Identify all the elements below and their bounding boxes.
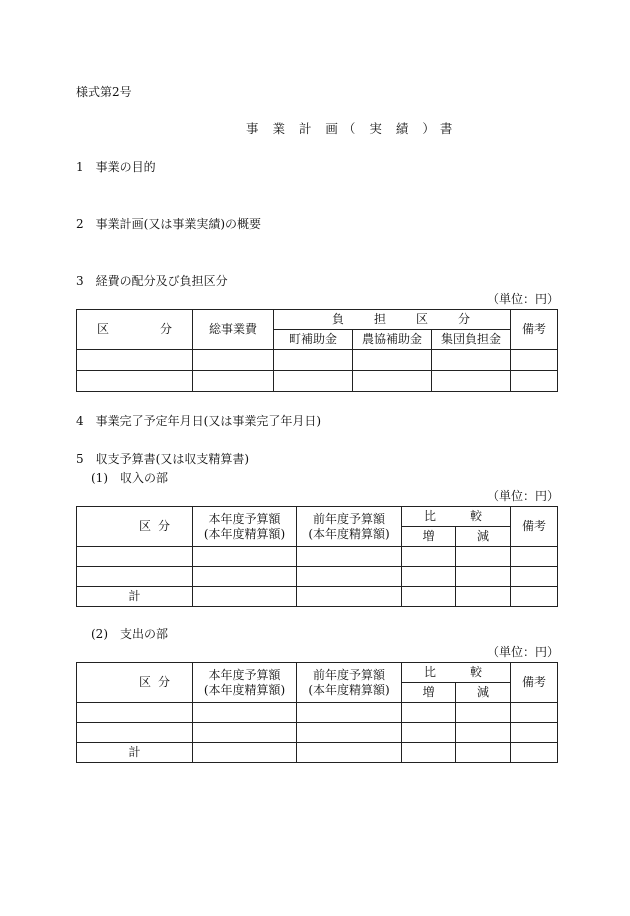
section-3-heading: 3 経費の配分及び負担区分: [76, 274, 228, 288]
table-row: [77, 703, 558, 723]
table-cell[interactable]: [274, 350, 353, 371]
table-cell[interactable]: [511, 567, 558, 587]
table-cell[interactable]: [511, 743, 558, 763]
table-cell[interactable]: [511, 350, 558, 371]
header-current-budget: 本年度予算額 (本年度精算額): [193, 663, 297, 703]
section-5-1-heading: (1) 収入の部: [91, 471, 168, 485]
table-cell[interactable]: [297, 703, 402, 723]
table-cell[interactable]: [402, 723, 456, 743]
table-cell[interactable]: [297, 743, 402, 763]
total-row: [77, 587, 558, 607]
table-row: [77, 723, 558, 743]
table-cell[interactable]: [432, 350, 511, 371]
total-label: 計: [77, 587, 193, 607]
table-cell[interactable]: [193, 743, 297, 763]
table-cell[interactable]: [511, 703, 558, 723]
table-cell[interactable]: [432, 371, 511, 392]
table-cell[interactable]: [353, 371, 432, 392]
table-cell[interactable]: [353, 350, 432, 371]
header-previous-budget: 前年度予算額 (本年度精算額): [297, 663, 402, 703]
header-kubun: 区 分: [77, 507, 193, 547]
table-cell[interactable]: [274, 371, 353, 392]
unit-label: （単位：円）: [487, 489, 560, 503]
table-cell[interactable]: [511, 371, 558, 392]
header-total-cost: 総事業費: [193, 310, 274, 350]
table-cell[interactable]: [456, 567, 511, 587]
table-cell[interactable]: [193, 703, 297, 723]
table-cell[interactable]: [193, 567, 297, 587]
table-row: [77, 547, 558, 567]
section-4-heading: 4 事業完了予定年月日(又は事業完了年月日): [76, 414, 321, 428]
total-row: [77, 743, 558, 763]
table-cell[interactable]: [402, 703, 456, 723]
table-cell[interactable]: [193, 587, 297, 607]
table-row: [77, 371, 558, 392]
header-burden-category: 負 担 区 分: [274, 310, 511, 330]
header-remarks: 備考: [511, 310, 558, 350]
header-coop-subsidy: 農協補助金: [353, 330, 432, 350]
section-5-2-heading: (2) 支出の部: [91, 627, 168, 641]
table-cell[interactable]: [193, 350, 274, 371]
table-cell[interactable]: [456, 743, 511, 763]
table-cell[interactable]: [456, 547, 511, 567]
table-cell[interactable]: [193, 723, 297, 743]
section-1-heading: 1 事業の目的: [76, 160, 156, 174]
expense-allocation-table: [76, 309, 558, 392]
table-cell[interactable]: [456, 723, 511, 743]
table-cell[interactable]: [402, 587, 456, 607]
header-town-subsidy: 町補助金: [274, 330, 353, 350]
table-cell[interactable]: [77, 703, 193, 723]
section-2-heading: 2 事業計画(又は事業実績)の概要: [76, 217, 261, 231]
table-cell[interactable]: [511, 723, 558, 743]
table-cell[interactable]: [297, 547, 402, 567]
table-cell[interactable]: [77, 371, 193, 392]
table-cell[interactable]: [77, 723, 193, 743]
table-cell[interactable]: [456, 703, 511, 723]
table-row: [77, 567, 558, 587]
page-title: 事 業 計 画（ 実 績 ）書: [246, 121, 458, 136]
header-increase: 増: [402, 683, 456, 703]
section-5-heading: 5 収支予算書(又は収支精算書): [76, 452, 249, 466]
header-kubun: 区 分: [77, 663, 193, 703]
table-cell[interactable]: [297, 587, 402, 607]
table-cell[interactable]: [402, 743, 456, 763]
table-cell[interactable]: [77, 567, 193, 587]
header-current-budget: 本年度予算額 (本年度精算額): [193, 507, 297, 547]
header-remarks: 備考: [511, 663, 558, 703]
income-table: [76, 506, 558, 607]
table-cell[interactable]: [402, 567, 456, 587]
header-comparison: 比 較: [402, 507, 511, 527]
header-kubun: 区 分: [77, 310, 193, 350]
unit-label: （単位：円）: [487, 292, 560, 306]
header-increase: 増: [402, 527, 456, 547]
table-cell[interactable]: [193, 371, 274, 392]
header-decrease: 減: [456, 683, 511, 703]
table-row: [77, 350, 558, 371]
table-cell[interactable]: [193, 547, 297, 567]
header-comparison: 比 較: [402, 663, 511, 683]
table-cell[interactable]: [77, 547, 193, 567]
table-cell[interactable]: [297, 567, 402, 587]
header-group-burden: 集団負担金: [432, 330, 511, 350]
header-decrease: 減: [456, 527, 511, 547]
table-cell[interactable]: [511, 547, 558, 567]
header-remarks: 備考: [511, 507, 558, 547]
table-cell[interactable]: [456, 587, 511, 607]
table-cell[interactable]: [77, 350, 193, 371]
table-cell[interactable]: [402, 547, 456, 567]
form-number: 様式第2号: [76, 85, 132, 99]
unit-label: （単位：円）: [487, 645, 560, 659]
total-label: 計: [77, 743, 193, 763]
header-previous-budget: 前年度予算額 (本年度精算額): [297, 507, 402, 547]
table-cell[interactable]: [511, 587, 558, 607]
expenditure-table: [76, 662, 558, 763]
table-cell[interactable]: [297, 723, 402, 743]
